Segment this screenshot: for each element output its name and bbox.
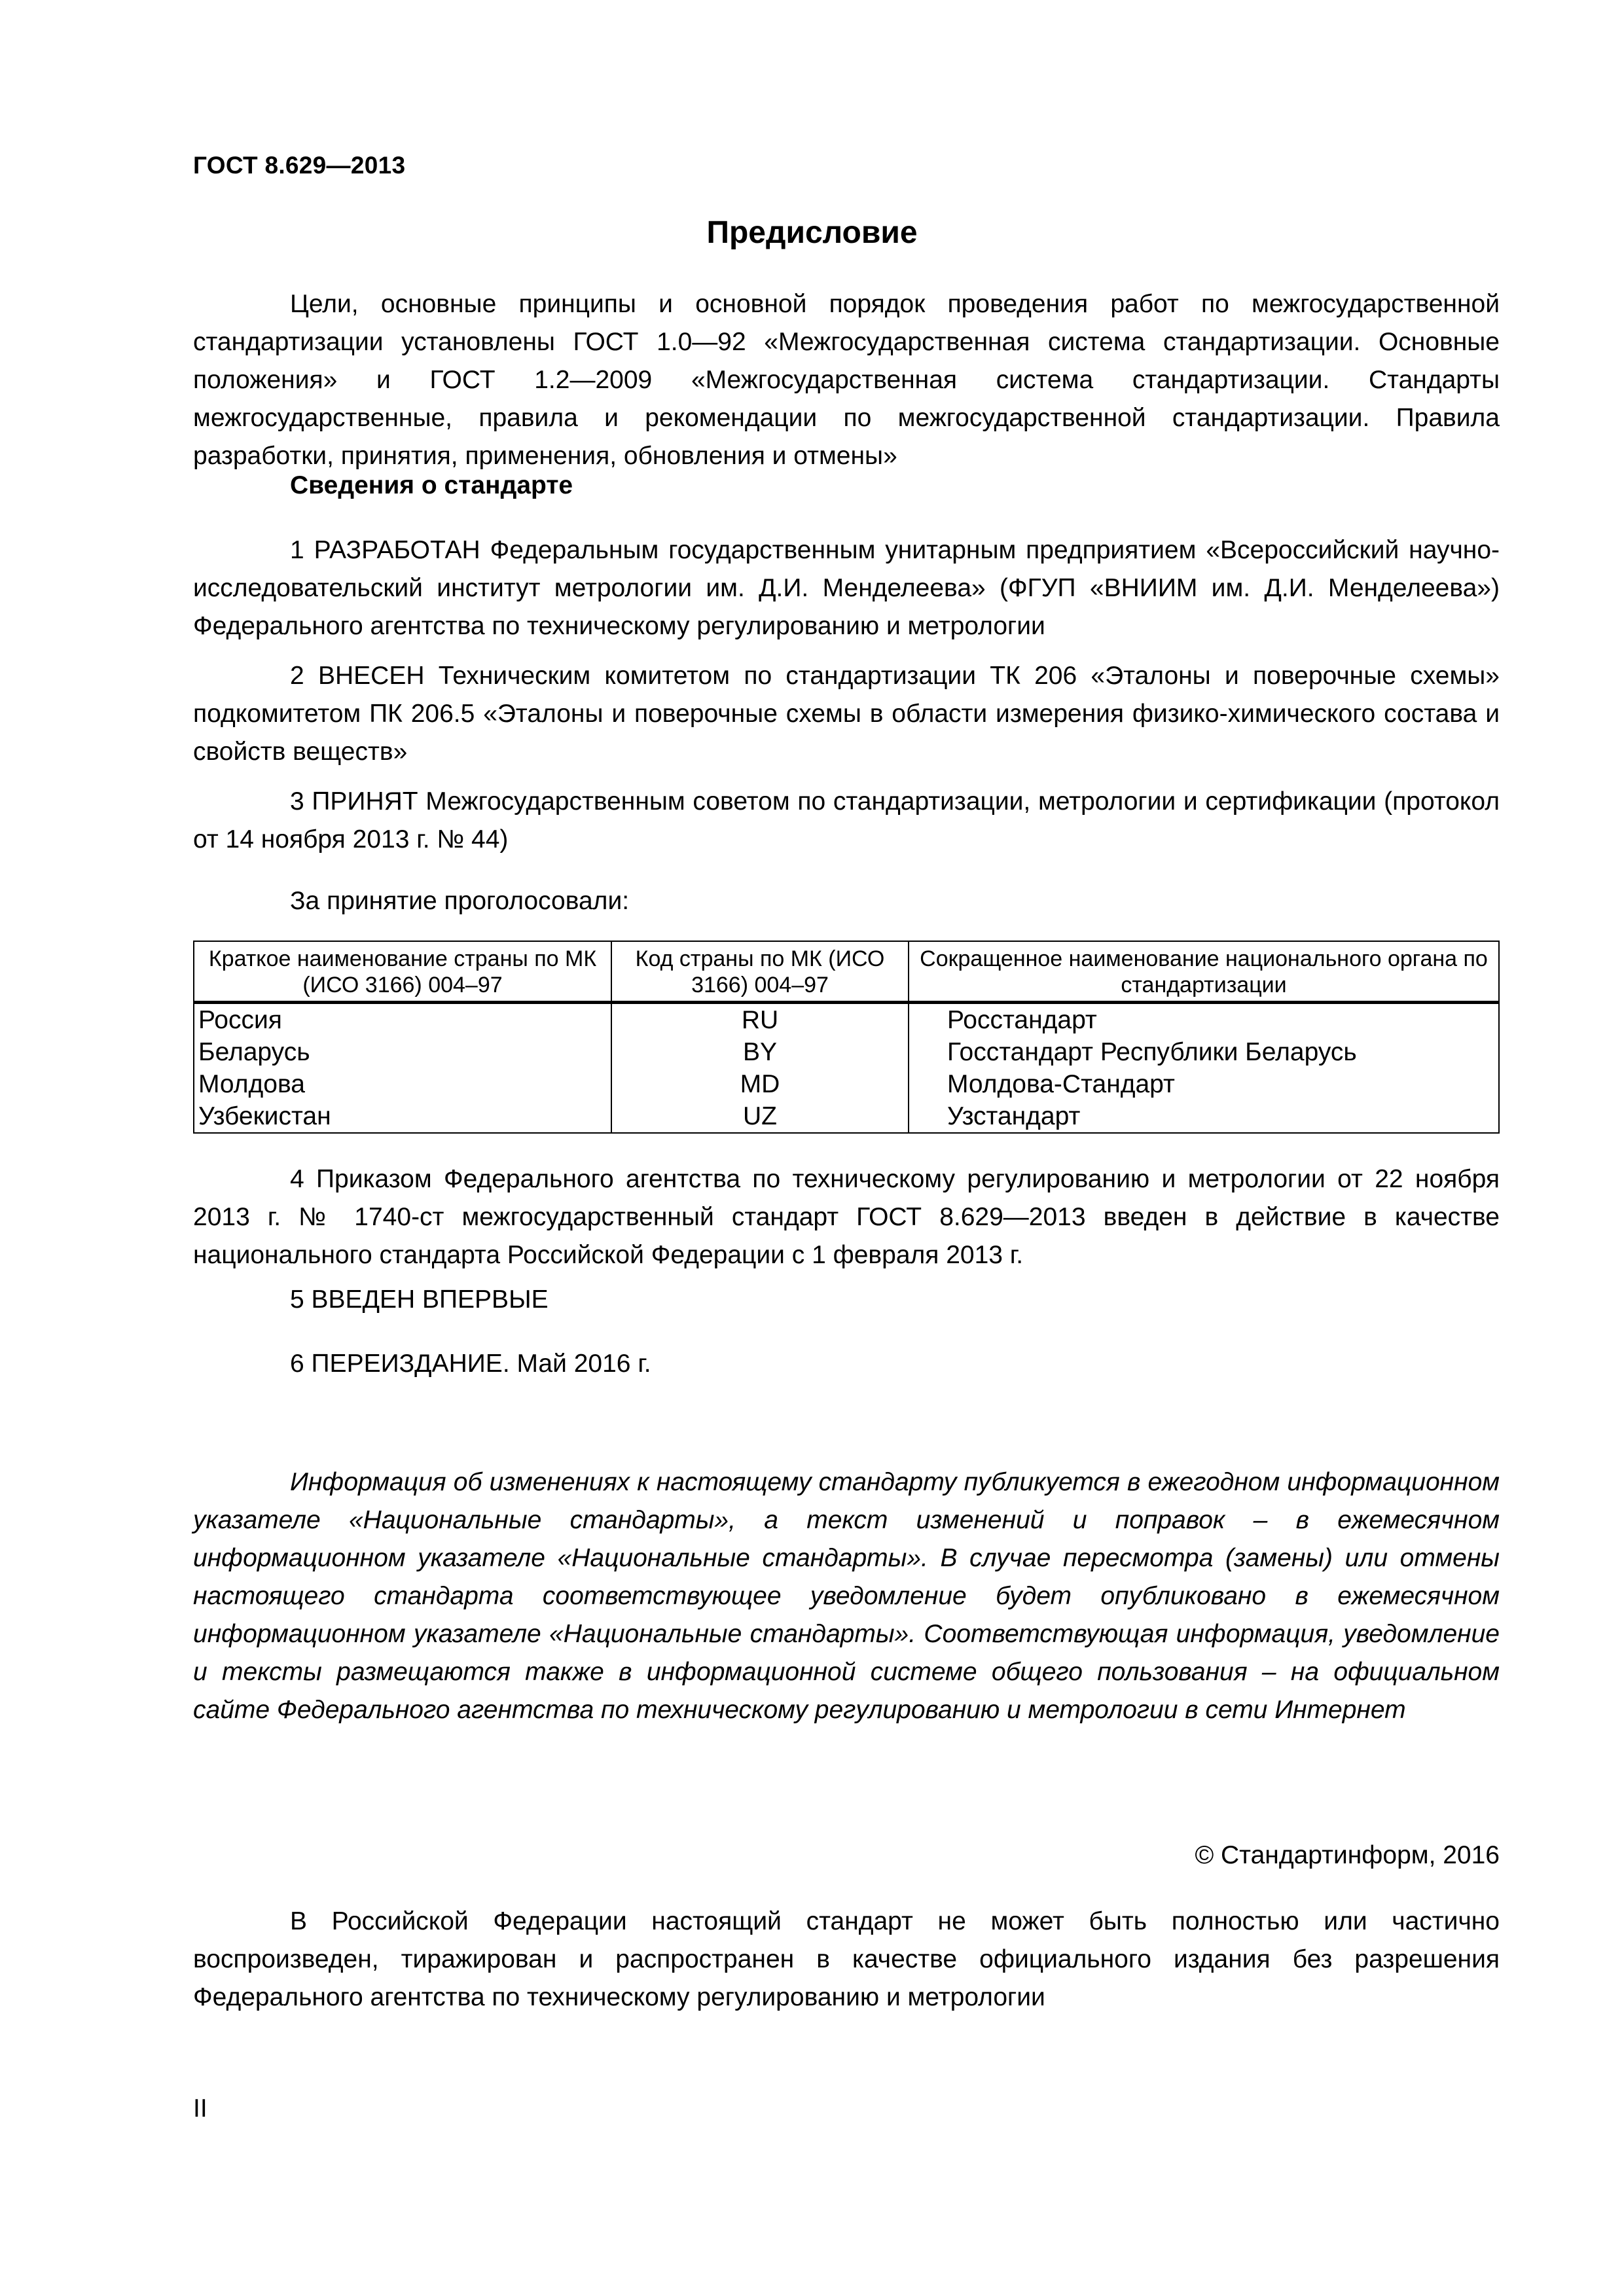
item-2-paragraph [193, 657, 1500, 771]
country-name: Молдова [194, 1068, 611, 1100]
standards-body: Госстандарт Республики Беларусь [909, 1036, 1499, 1068]
header-country-name: Краткое наименование страны по МК (ИСО 3166) 004–97 [194, 941, 611, 1003]
header-standards-body: Сокращенное наименование национального органа по стандартизации [909, 941, 1499, 1003]
notice-text: Информация об изменениях к настоящему стандарту публикуется в ежегодном информационном указателе «Национальные стандарты», а текст изменений и поправок – в ежемесячном информационном указателе «Национальные стандарты». В случае пересмотра (замены) или отмены настоящего стандарта соответствующее уведомление будет опубликовано в ежемесячном информационном указателе «Национальные стандарты». Соответствующая информация, уведомление и тексты размещаются также в информационной системе общего пользования – на официальном сайте Федерального агентства по техническому регулированию и метрологии в сети Интернет [193, 1468, 1500, 1724]
item-1-text: 1 РАЗРАБОТАН Федеральным государственным унитарным предприятием «Всероссийский научно-исследовательский институт метрологии им. Д.И. Менделеева» (ФГУП «ВНИИМ им. Д.И. Менделеева») Федерального агентства по техническому регулированию и метрологии [193, 536, 1500, 640]
item-1-paragraph [193, 531, 1500, 645]
item-2-text: 2 ВНЕСЕН Техническим комитетом по стандартизации ТК 206 «Эталоны и поверочные схемы» подкомитетом ПК 206.5 «Эталоны и поверочные схемы в области измерения физико-химического состава и свойств веществ» [193, 662, 1500, 766]
intro-text: Цели, основные принципы и основной порядок проведения работ по межгосударственной стандартизации установлены ГОСТ 1.0—92 «Межгосударственная система стандартизации. Основные положения» и ГОСТ 1.2—2009 «Межгосударственная система стандартизации. Стандарты межгосударственные, правила и рекомендации по межгосударственной стандартизации. Правила разработки, принятия, применения, обновления и отмены» [193, 290, 1500, 470]
table-row [194, 1100, 1499, 1133]
info-heading: Сведения о стандарте [290, 471, 573, 499]
country-code: BY [611, 1036, 909, 1068]
country-name: Россия [194, 1003, 611, 1037]
intro-paragraph [193, 285, 1500, 475]
copyright-notice: © Стандартинформ, 2016 [1195, 1841, 1500, 1869]
item-6-text: 6 ПЕРЕИЗДАНИЕ. Май 2016 г. [290, 1350, 651, 1378]
page-title: Предисловие [706, 215, 918, 250]
standard-code: ГОСТ 8.629—2013 [193, 152, 406, 179]
table-row [194, 1068, 1499, 1100]
item-4-text: 4 Приказом Федерального агентства по техническому регулированию и метрологии от 22 ноября 2013 г. № 1740-ст межгосударственный стандарт ГОСТ 8.629—2013 введен в действие в качестве национального стандарта Российской Федерации с 1 февраля 2013 г. [193, 1165, 1500, 1269]
country-name: Беларусь [194, 1036, 611, 1068]
country-code: UZ [611, 1100, 909, 1133]
header-country-code: Код страны по МК (ИСО 3166) 004–97 [611, 941, 909, 1003]
standards-body: Молдова-Стандарт [909, 1068, 1499, 1100]
item-5-text: 5 ВВЕДЕН ВПЕРВЫЕ [290, 1285, 549, 1314]
country-name: Узбекистан [194, 1100, 611, 1133]
table-row [194, 1036, 1499, 1068]
item-4-paragraph [193, 1160, 1500, 1274]
standards-body: Росстандарт [909, 1003, 1499, 1037]
country-code: MD [611, 1068, 909, 1100]
country-code: RU [611, 1003, 909, 1037]
item-3-text: 3 ПРИНЯТ Межгосударственным советом по стандартизации, метрологии и сертификации (протокол от 14 ноября 2013 г. № 44) [193, 787, 1500, 853]
table-header-row [194, 941, 1499, 1003]
item-3-paragraph [193, 783, 1500, 859]
voted-label: За принятие проголосовали: [290, 887, 630, 915]
standards-body: Узстандарт [909, 1100, 1499, 1133]
page-number: II [193, 2094, 208, 2123]
voting-table [193, 941, 1500, 1134]
rights-paragraph [193, 1903, 1500, 2017]
rights-text: В Российской Федерации настоящий стандарт не может быть полностью или частично воспроизведен, тиражирован и распространен в качестве официального издания без разрешения Федерального агентства по техническому регулированию и метрологии [193, 1907, 1500, 2011]
notice-paragraph [193, 1463, 1500, 1729]
table-row [194, 1003, 1499, 1037]
